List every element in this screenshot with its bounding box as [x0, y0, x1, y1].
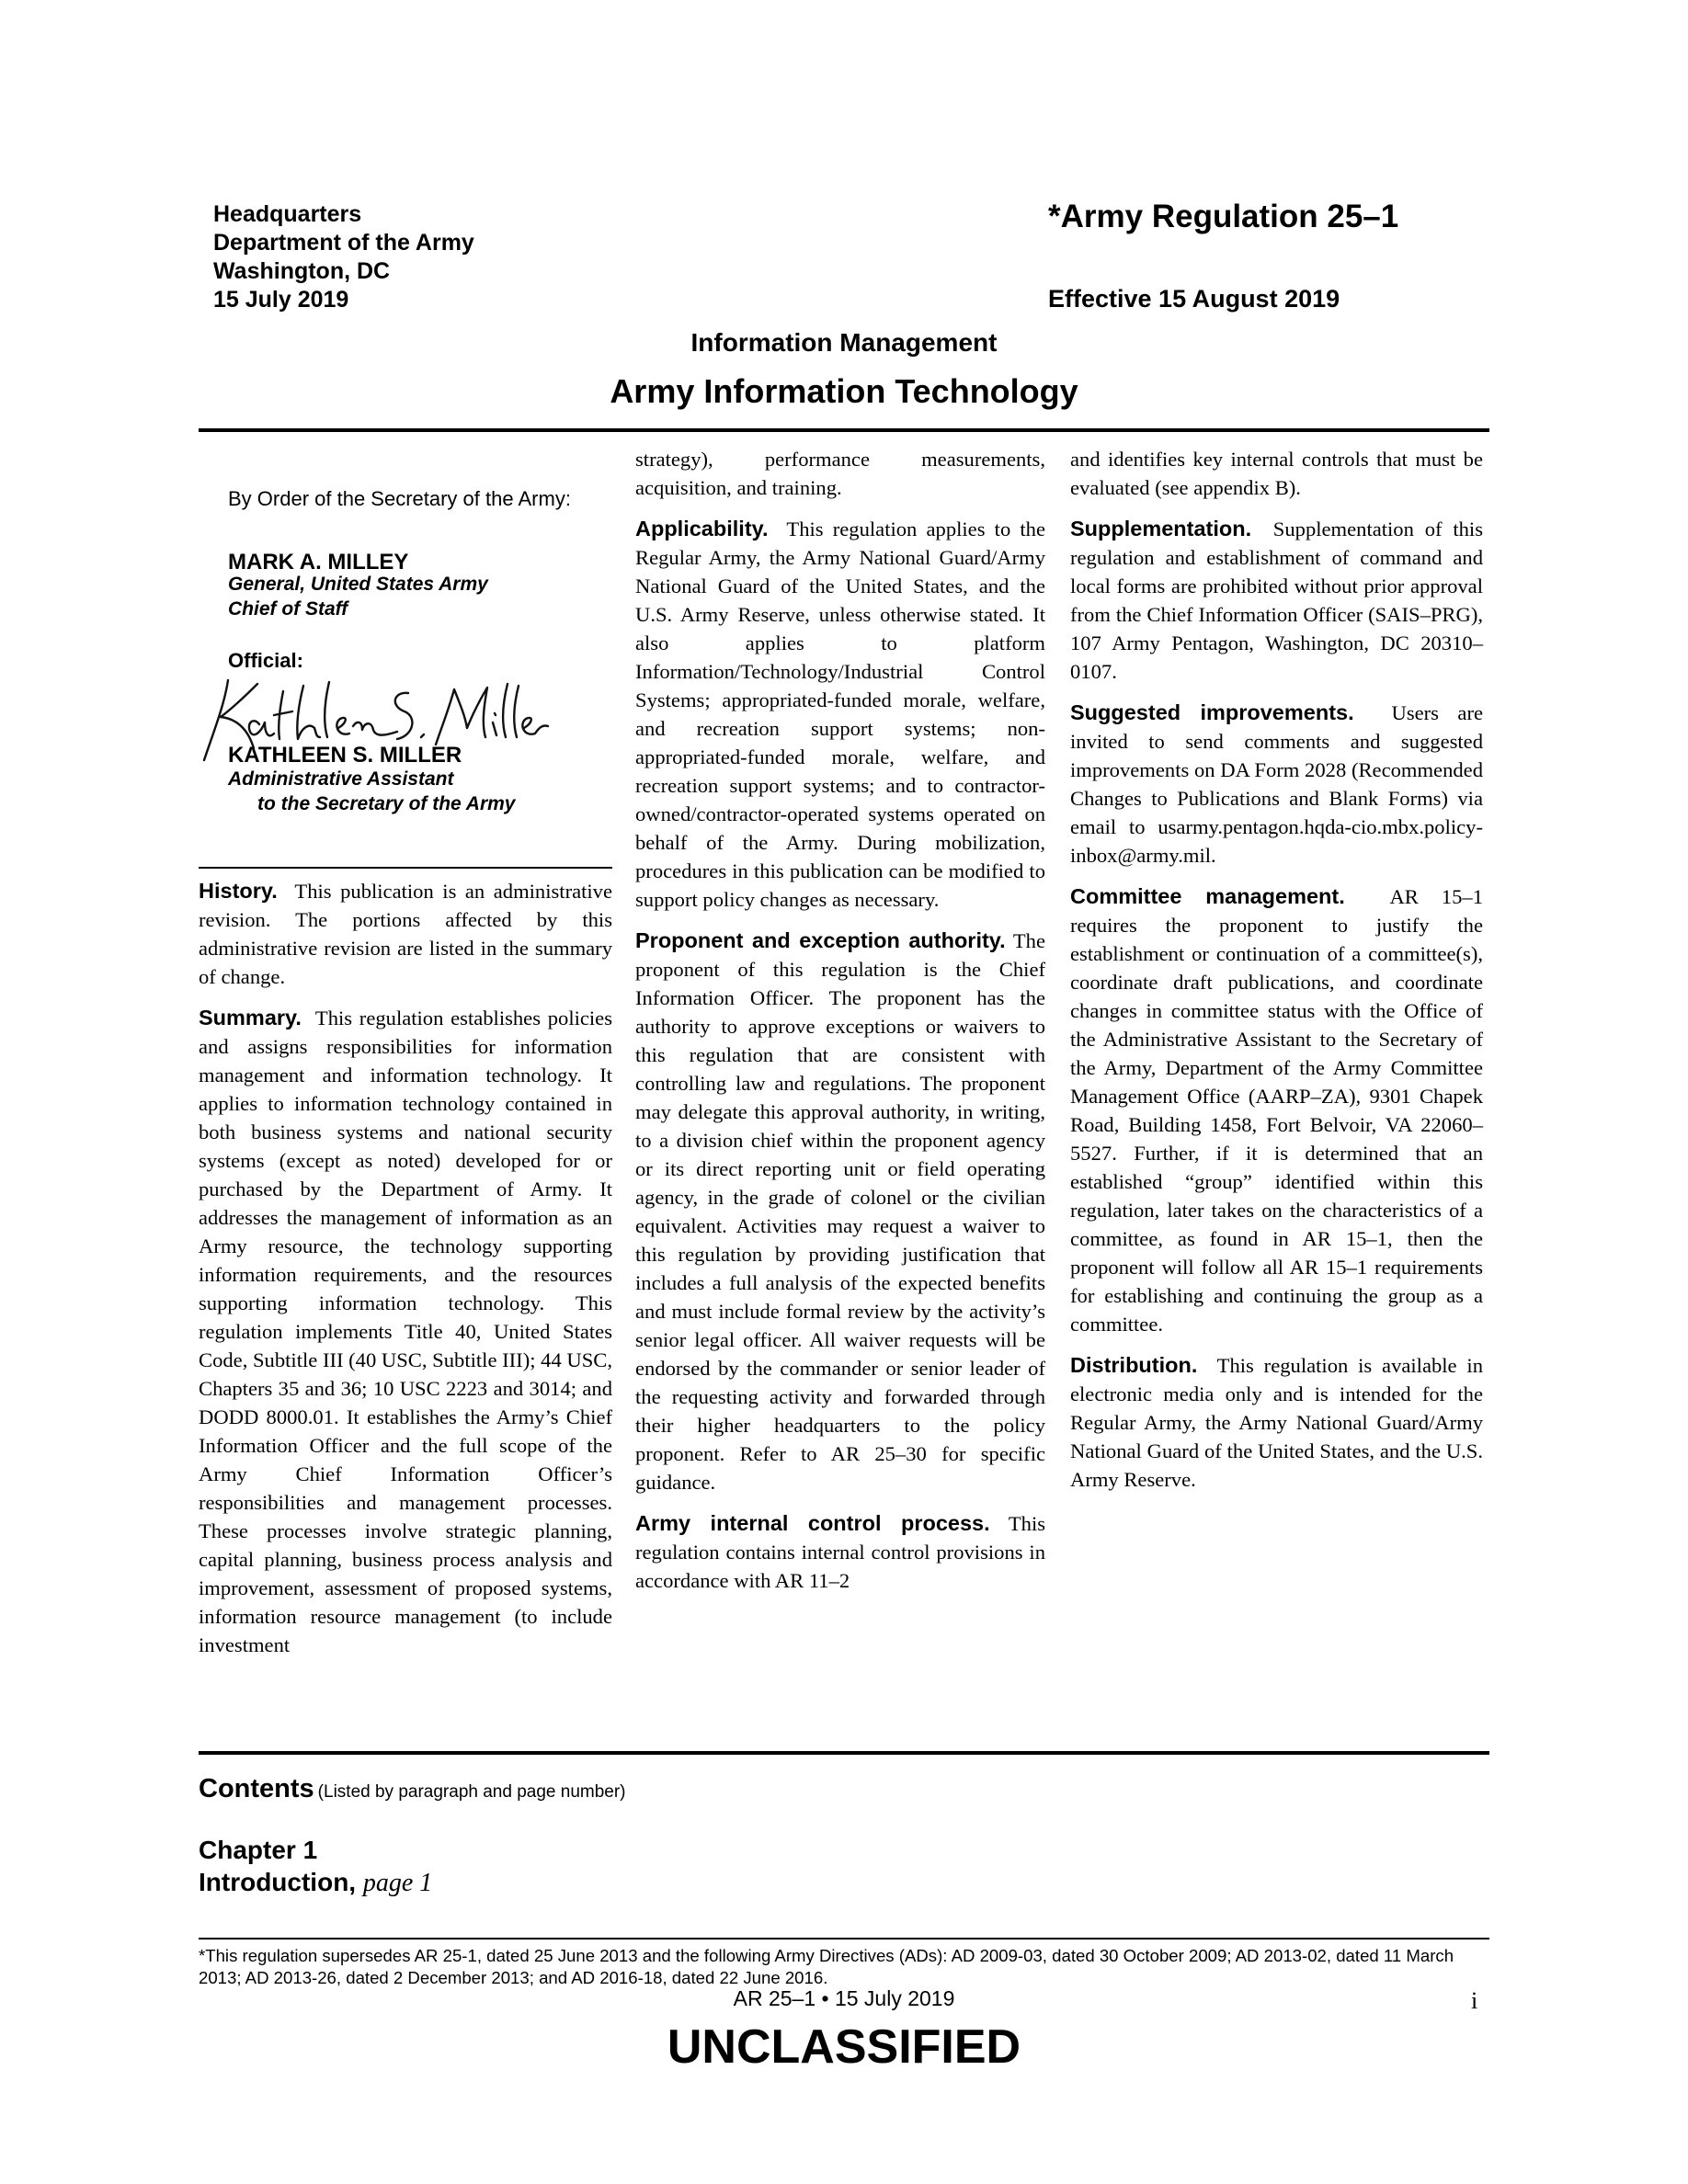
section-text: This regulation establishes policies and assigns responsibilities for information management and information technology. It applies to information technology contained in both business systems and national security systems (except as noted) developed for or purchased by the Department of Army. It addresses the management of information as an Army resource, the technology supporting information requirements, and the resources supporting information technology. This regulation implements Title 40, United States Code, Subtitle III (40 USC, Subtitle III); 44 USC, Chapters 35 and 36; 10 USC 2223 and 3014; and DODD 8000.01. It establishes the Army’s Chief Information Officer and the full scope of the Army Chief Information Officer’s responsibilities and management processes. These processes involve strategic planning, capital planning, business process analysis and improvement, assessment of proposed systems, information resource management (to include investment: [199, 1007, 612, 1656]
section-text: Users are invited to send comments and suggested improvements on DA Form 2028 (Recommended Changes to Publications and Blank Forms) via email to usarmy.pentagon.hqda-cio.mbx.policy-inbox@army.mil.: [1070, 701, 1483, 867]
column-right: [1070, 445, 1483, 1494]
history-section: [199, 877, 612, 991]
section-heading: Army internal control process.: [635, 1511, 990, 1535]
applicability-section: [635, 515, 1045, 914]
official-label: Official:: [228, 649, 303, 672]
issuer-line: Department of the Army: [213, 230, 474, 256]
column-left: [199, 877, 612, 1659]
section-heading: Suggested improvements.: [1070, 700, 1354, 724]
contents-header: [199, 1774, 626, 1804]
section-text: AR 15–1 requires the proponent to justify the establishment or continuation of a committee(s), coordinate draft publications, and coordinate changes in committee status with the Office of the Administrative Assistant to the Secretary of the Army, Department of the Army Committee Management Office (AARP–ZA), 9301 Chapek Road, Building 1458, Fort Belvoir, VA 22060–5527. Further, if it is determined that an established “group” identified within this regulation, later takes on the characteristics of a committee, as found in AR 15–1, then the proponent will follow all AR 15–1 requirements for establishing and continuing the group as a committee.: [1070, 885, 1483, 1336]
chief-of-staff-title: Chief of Staff: [228, 598, 348, 620]
classification-marking: UNCLASSIFIED: [667, 2020, 1021, 2074]
proponent-section: [635, 927, 1045, 1496]
effective-date: Effective 15 August 2019: [1048, 285, 1340, 313]
section-heading: Supplementation.: [1070, 517, 1252, 540]
chapter-title: Introduction,: [199, 1868, 357, 1896]
section-heading: Proponent and exception authority.: [635, 928, 1006, 952]
chapter-page-ref: page 1: [362, 1869, 433, 1897]
column-middle: [635, 445, 1045, 1595]
contents-entry-chapter-1[interactable]: [199, 1834, 432, 1899]
footnote-divider: [199, 1938, 1489, 1939]
section-heading: History.: [199, 879, 278, 903]
committee-management-section: [1070, 882, 1483, 1338]
contents-divider: [199, 1751, 1489, 1755]
document-footer-line: AR 25–1 • 15 July 2019: [733, 1986, 955, 2010]
issuer-line: Washington, DC: [213, 258, 391, 284]
top-divider: [199, 428, 1489, 432]
supersession-footnote: *This regulation supersedes AR 25-1, dated 25 June 2013 and the following Army Directives (ADs): AD 2009-03, dated 30 October 2009; AD 2013-02, dated 11 March 2013; AD 2013-26, dated 2 December 2013; and AD 2016-18, dated 22 June 2016.: [199, 1946, 1454, 1987]
signature-block: [228, 487, 571, 814]
section-heading: Applicability.: [635, 517, 769, 540]
administrative-assistant-title-cont: to the Secretary of the Army: [257, 793, 516, 814]
summary-section: [199, 1004, 612, 1659]
chapter-label: Chapter 1: [199, 1836, 318, 1864]
contents-note: (Listed by paragraph and page number): [317, 1782, 626, 1802]
signature-divider: [199, 867, 612, 869]
handwritten-signature: [200, 664, 550, 765]
chief-of-staff-name: MARK A. MILLEY: [228, 550, 409, 574]
section-text: Supplementation of this regulation and establishment of command and local forms are prohibited without prior approval from the Chief Information Officer (SAIS–PRG), 107 Army Pentagon, Washington, DC 20310–0107.: [1070, 518, 1483, 683]
section-heading: Summary.: [199, 1006, 302, 1029]
issue-date: 15 July 2019: [213, 287, 349, 313]
internal-control-continued: [1070, 445, 1483, 502]
section-heading: Distribution.: [1070, 1353, 1198, 1377]
issuer-line: Headquarters: [213, 201, 362, 227]
suggested-improvements-section: [1070, 699, 1483, 870]
issuing-authority: [213, 200, 474, 314]
section-text: This regulation is available in electronic media only and is intended for the Regular Army, the Army National Guard/Army National Guard of the United States, and the U.S. Army Reserve.: [1070, 1354, 1484, 1491]
administrative-assistant-name: KATHLEEN S. MILLER: [228, 743, 462, 768]
by-order-line: By Order of the Secretary of the Army:: [228, 487, 571, 510]
document-title: Army Information Technology: [610, 372, 1078, 410]
chief-of-staff-rank: General, United States Army: [228, 574, 488, 595]
contents-heading: Contents: [199, 1774, 314, 1803]
section-text: This regulation applies to the Regular Army, the Army National Guard/Army National Guard of the United States, and the U.S. Army Reserve, unless otherwise stated. It also applies to platform Information/Technology/Industrial Control Systems; appropriated-funded morale, welfare, and recreation support systems; non-appropriated-funded morale, welfare, and recreation support systems; and to contractor-owned/contractor-operated systems operated on behalf of the Army. During mobilization, procedures in this publication can be modified to support policy changes as necessary.: [635, 518, 1045, 911]
regulation-number: *Army Regulation 25–1: [1048, 199, 1399, 234]
subject-heading: Information Management: [690, 328, 998, 357]
section-text: The proponent of this regulation is the Chief Information Officer. The proponent has the authority to approve exceptions or waivers to this regulation that are consistent with controlling law and regulations. The proponent may delegate this approval authority, in writing, to a division chief within the proponent agency or its direct reporting unit or field operating agency, in the grade of colonel or the civilian equivalent. Activities may request a waiver to this regulation by providing justification that includes a full analysis of the expected benefits and must include formal review by the activity’s senior legal officer. All waiver requests will be endorsed by the commander or senior leader of the requesting activity and forwarded through their higher headquarters to the policy proponent. Refer to AR 25–30 for specific guidance.: [635, 929, 1045, 1494]
section-text: strategy), performance measurements, acquisition, and training.: [635, 448, 1045, 499]
section-text: and identifies key internal controls that must be evaluated (see appendix B).: [1070, 448, 1483, 499]
supplementation-section: [1070, 515, 1483, 686]
administrative-assistant-title: Administrative Assistant: [228, 768, 454, 790]
section-text: This regulation contains internal control provisions in accordance with AR 11–2: [635, 1512, 1046, 1592]
summary-continued: [635, 445, 1045, 502]
internal-control-section: [635, 1509, 1045, 1595]
section-heading: Committee management.: [1070, 884, 1345, 908]
section-text: This publication is an administrative revision. The portions affected by this administrative revision are listed in the summary of change.: [199, 880, 612, 988]
page-number: i: [1471, 1987, 1478, 2014]
distribution-section: [1070, 1351, 1483, 1494]
